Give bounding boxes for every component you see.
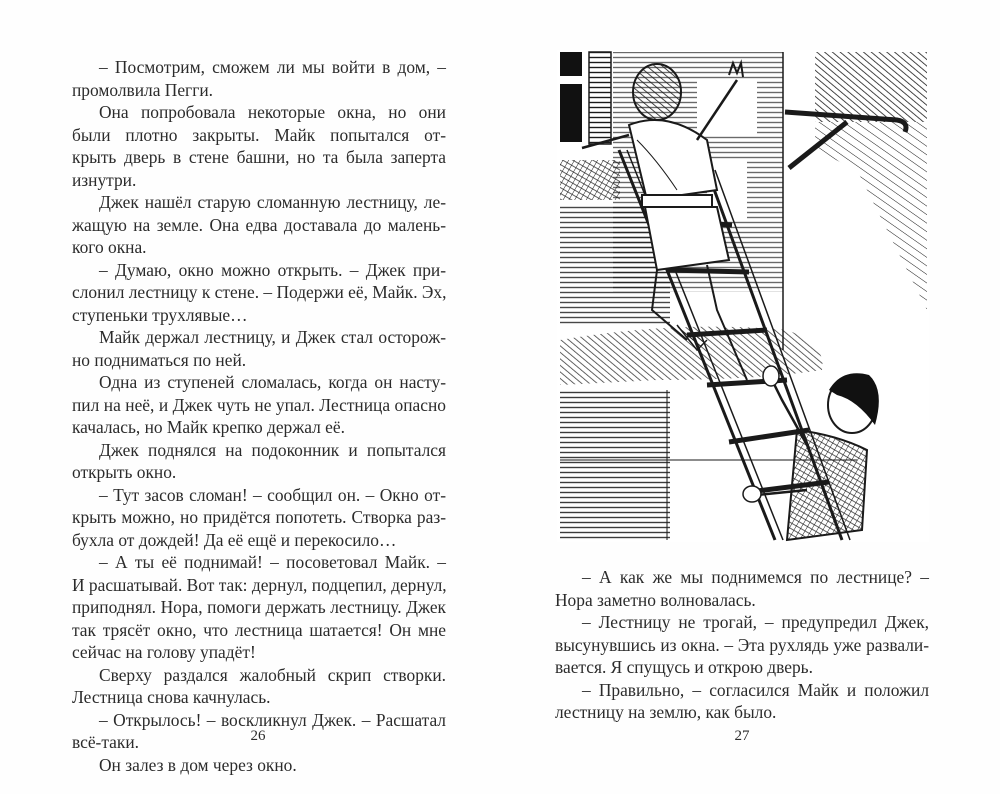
text-line: качалась, но Майк крепко держал её.	[72, 417, 345, 437]
text-line: пил на неё, и Джек чуть не упал. Лестница опасно	[72, 394, 446, 415]
text-line: лестницу на землю, как было.	[555, 702, 777, 722]
text-line: Джек нашёл старую сломанную лестницу, ле-	[99, 192, 446, 212]
text-line: открыть окно.	[72, 462, 177, 482]
text-line: кого окна.	[72, 237, 147, 257]
text-line: – Посмотрим, сможем ли мы войти в дом, –	[99, 57, 446, 77]
text-line: жащую на земле. Она едва доставала до малень-	[72, 214, 446, 235]
text-line: Одна из ступеней сломалась, когда он насту-	[99, 372, 446, 392]
text-line: изнутри.	[72, 169, 137, 190]
text-line: Сверху раздался жалобный скрип створки.	[99, 664, 446, 685]
text-line: И расшатывай. Вот так: дернул, подцепил, дернул,	[72, 574, 447, 595]
text-line: – А ты её поднимай! – посоветовал Майк. –	[99, 552, 446, 572]
text-line: Майк держал лестницу, и Джек стал осторож-	[99, 327, 446, 347]
text-line: – Правильно, – согласился Майк и положил	[582, 679, 929, 700]
text-line: – Тут засов сломан! – сообщил он. – Окно от-	[99, 484, 446, 505]
text-line: ступеньки трухлявые…	[72, 304, 248, 325]
text-line: крыть можно, но придётся попотеть. Створка раз-	[72, 507, 446, 527]
text-line: слонил лестницу к стене. – Подержи её, Майк. Эх,	[72, 282, 447, 302]
ladder-illustration	[557, 50, 929, 542]
text-line: Он залез в дом через окно.	[99, 754, 297, 775]
page-number: 26	[250, 728, 266, 744]
text-line: – А как же мы поднимемся по лестнице? –	[582, 567, 929, 587]
text-line: Нора заметно волновалась.	[555, 589, 756, 610]
text-line: приподнял. Нора, помоги держать лестницу. Джек	[72, 597, 446, 617]
text-line: так трясёт окно, что лестница шатается! Он мне	[72, 619, 446, 640]
text-line: – Лестницу не трогай, – предупредил Джек,	[582, 612, 929, 632]
text-line: – Думаю, окно можно открыть. – Джек при-	[99, 259, 446, 280]
ladder-drawing-icon	[557, 50, 929, 542]
left-page-text	[72, 56, 446, 776]
page-number: 27	[734, 728, 750, 744]
right-page-text	[555, 566, 929, 724]
text-line: Джек поднялся на подоконник и попытался	[99, 439, 446, 460]
text-line: всё-таки.	[72, 732, 139, 752]
text-line: высунувшись из окна. – Эта рухлядь уже развали-	[555, 634, 929, 655]
text-line: были плотно закрыты. Майк попытался от-	[72, 124, 446, 145]
text-line: – Открылось! – воскликнул Джек. – Расшатал	[99, 709, 446, 730]
text-line: сейчас на голову упадёт!	[72, 642, 256, 662]
text-line: Лестница снова качнулась.	[72, 687, 271, 707]
right-page	[500, 0, 1000, 794]
text-line: крыть дверь в стене башни, но та была заперта	[72, 147, 446, 167]
text-line: Она попробовала некоторые окна, но они	[99, 102, 446, 122]
text-line: но подниматься по ней.	[72, 349, 247, 370]
text-line: промолвила Пегги.	[72, 79, 213, 100]
text-line: бухла от дождей! Да её ещё и перекосило…	[72, 529, 397, 550]
text-line: вается. Я спущусь и открою дверь.	[555, 657, 813, 677]
